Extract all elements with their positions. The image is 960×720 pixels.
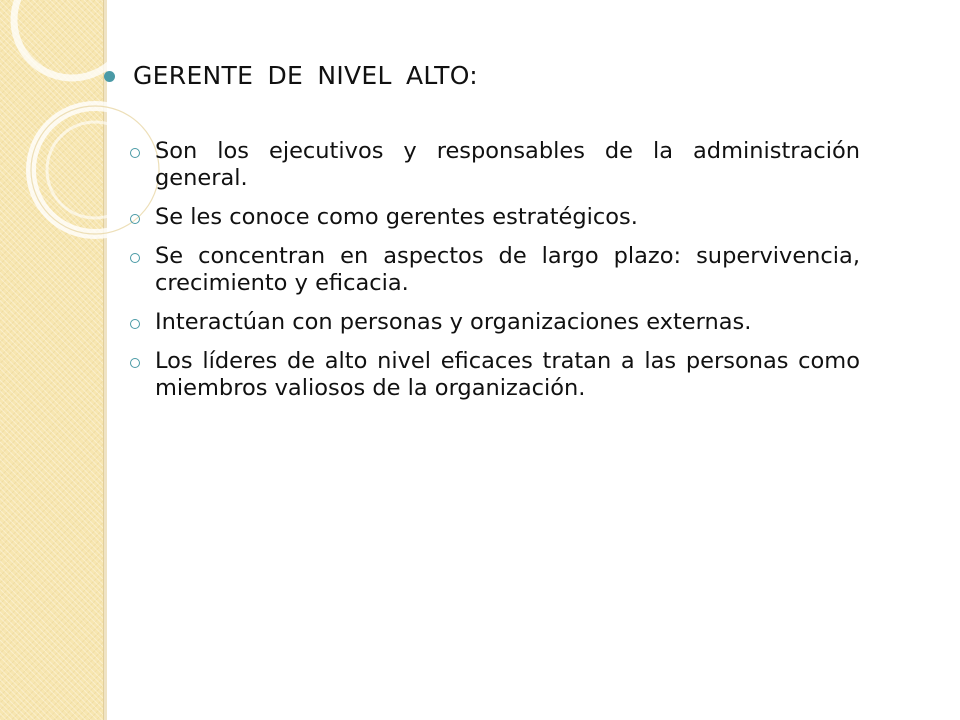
list-item: [130, 309, 870, 336]
list-item-text: Los líderes de alto nivel eficaces tratan a las personas como miembros valiosos de la organización.: [155, 348, 860, 401]
list-item-text: Son los ejecutivos y responsables de la administración general.: [155, 138, 860, 191]
list-item: [130, 138, 870, 192]
list-item: [130, 243, 870, 297]
list-item: [130, 348, 870, 402]
ring-bullet-icon: [130, 358, 140, 368]
slide-heading: GERENTE DE NIVEL ALTO:: [133, 61, 479, 90]
sub-bullet-list: [100, 138, 870, 402]
ring-bullet-icon: [130, 148, 140, 158]
bullet-dot-icon: [104, 71, 115, 82]
list-item-text: Interactúan con personas y organizaciones externas.: [155, 309, 752, 335]
list-item-text: Se concentran en aspectos de largo plazo: supervivencia, crecimiento y eficacia.: [155, 243, 860, 296]
main-bullet: [100, 58, 870, 94]
list-item: [130, 204, 870, 231]
ring-bullet-icon: [130, 253, 140, 263]
list-item-text: Se les conoce como gerentes estratégicos.: [155, 204, 638, 230]
slide-content: [100, 58, 870, 414]
ring-bullet-icon: [130, 319, 140, 329]
ring-bullet-icon: [130, 214, 140, 224]
